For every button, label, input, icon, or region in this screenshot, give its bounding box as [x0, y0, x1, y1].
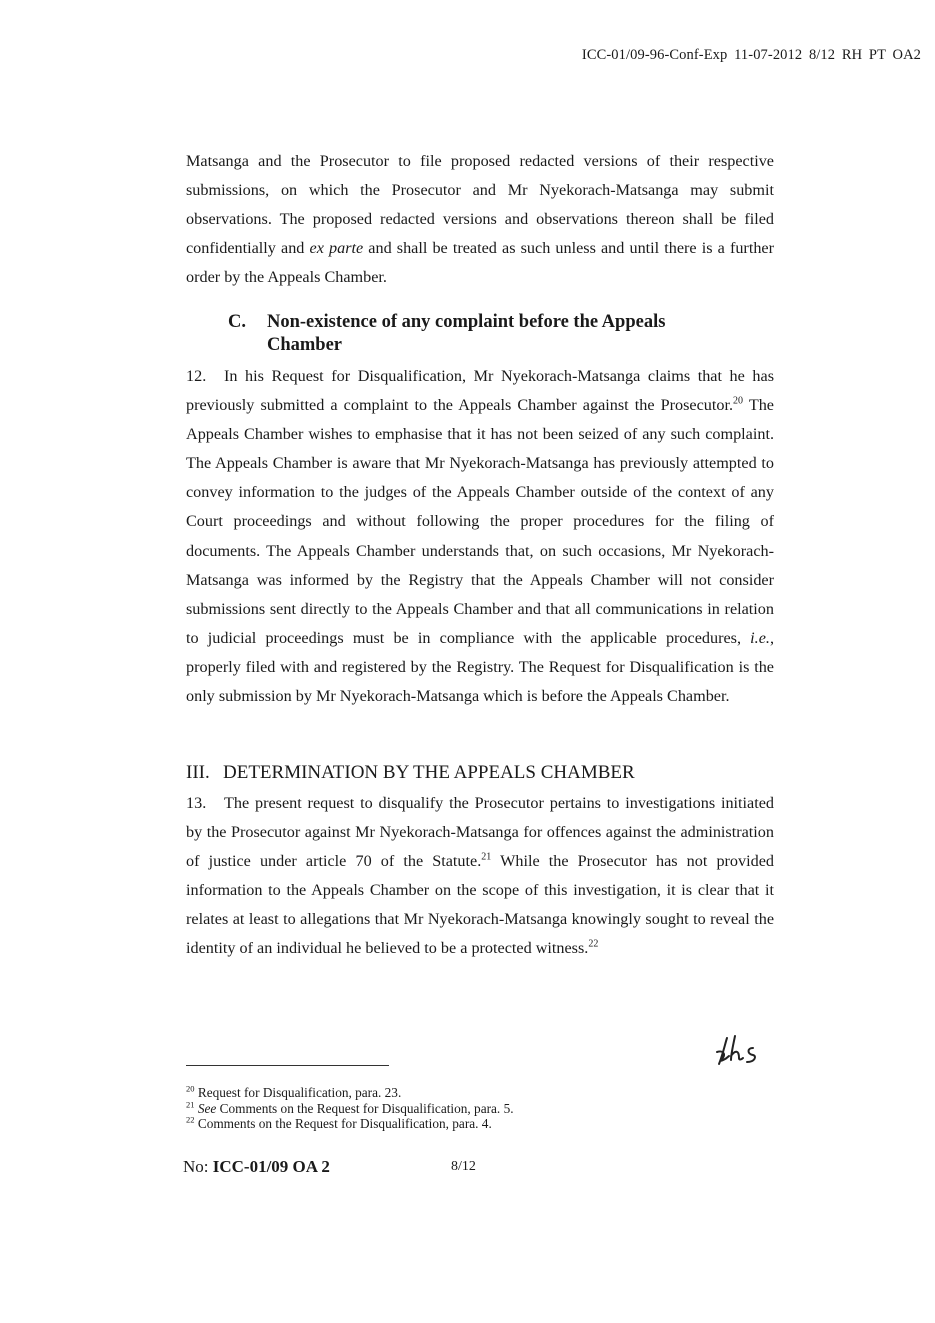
section-iii-title: DETERMINATION BY THE APPEALS CHAMBER [223, 762, 635, 783]
footer-case-number: No: ICC-01/09 OA 2 [183, 1157, 330, 1176]
section-c-label: C. [228, 312, 246, 332]
footnote-20: $^{20}$ Request for Disqualification, para. 23. [186, 1083, 402, 1100]
section-iii-heading [186, 761, 635, 785]
paragraph-number: 12. [186, 367, 207, 385]
footnote-21: $^{21}$ See Comments on the Request for Disqualification, para. 5. [186, 1099, 514, 1116]
footnotes [186, 1085, 514, 1132]
footnote-ref[interactable]: 22 [588, 939, 599, 951]
footer-page-number: 8/12 [451, 1159, 476, 1174]
paragraph-13: 13. The present request to disqualify the Prosecutor pertains to investigations initiated by the Prosecutor against Mr Nyekorach-Matsanga for offences against the administration of justice under article 70 of the Statute.$^{21}$ While the Prosecutor has not provided information to the Appeals Chamber on the scope of this investigation, it is clear that it relates at least to allegations that Mr Nyekorach-Matsanga knowingly sought to reveal the identity of an individual he believed to be a protected witness.$^{22}$ [186, 789, 774, 964]
footnote-ref[interactable]: 20 [733, 395, 744, 407]
footnote-22: $^{22}$ Comments on the Request for Disqualification, para. 4. [186, 1114, 492, 1131]
footnote-separator [186, 1065, 389, 1066]
paragraph-12: 12. In his Request for Disqualification, Mr Nyekorach-Matsanga claims that he has previously submitted a complaint to the Appeals Chamber against the Prosecutor.$^{20}$ The Appeals Chamber wishes to emphasise that it has not been seized of any such complaint. The Appeals Chamber is aware that Mr Nyekorach-Matsanga has previously attempted to convey information to the judges of the Appeals Chamber outside of the context of any Court proceedings and without following the proper procedures for the filing of documents. The Appeals Chamber understands that, on such occasions, Mr Nyekorach-Matsanga was informed by the Registry that the Appeals Chamber will not consider submissions sent directly to the Appeals Chamber and that all communications in relation to judicial proceedings must be in compliance with the applicable procedures, i.e., properly filed with and registered by the Registry. The Request for Disqualification is the only submission by Mr Nyekorach-Matsanga which is before the Appeals Chamber. [186, 362, 774, 711]
paragraph-number: 13. [186, 794, 207, 812]
section-c-heading [228, 311, 728, 357]
handwritten-initials-icon [713, 1030, 763, 1070]
footnote-ref[interactable]: 21 [481, 851, 492, 863]
document-stamp: ICC-01/09-96-Conf-Exp 11-07-2012 8/12 RH PT OA2 [581, 47, 921, 63]
paragraph-continued: Matsanga and the Prosecutor to file proposed redacted versions of their respective submissions, on which the Prosecutor and Mr Nyekorach-Matsanga may submit observations. The proposed redacted versions and observations thereon shall be filed confidentially and ex parte and shall be treated as such unless and until there is a further order by the Appeals Chamber. [186, 152, 774, 287]
section-c-title: Non-existence of any complaint before the Appeals Chamber [267, 312, 666, 355]
section-iii-label: III. [186, 762, 210, 783]
